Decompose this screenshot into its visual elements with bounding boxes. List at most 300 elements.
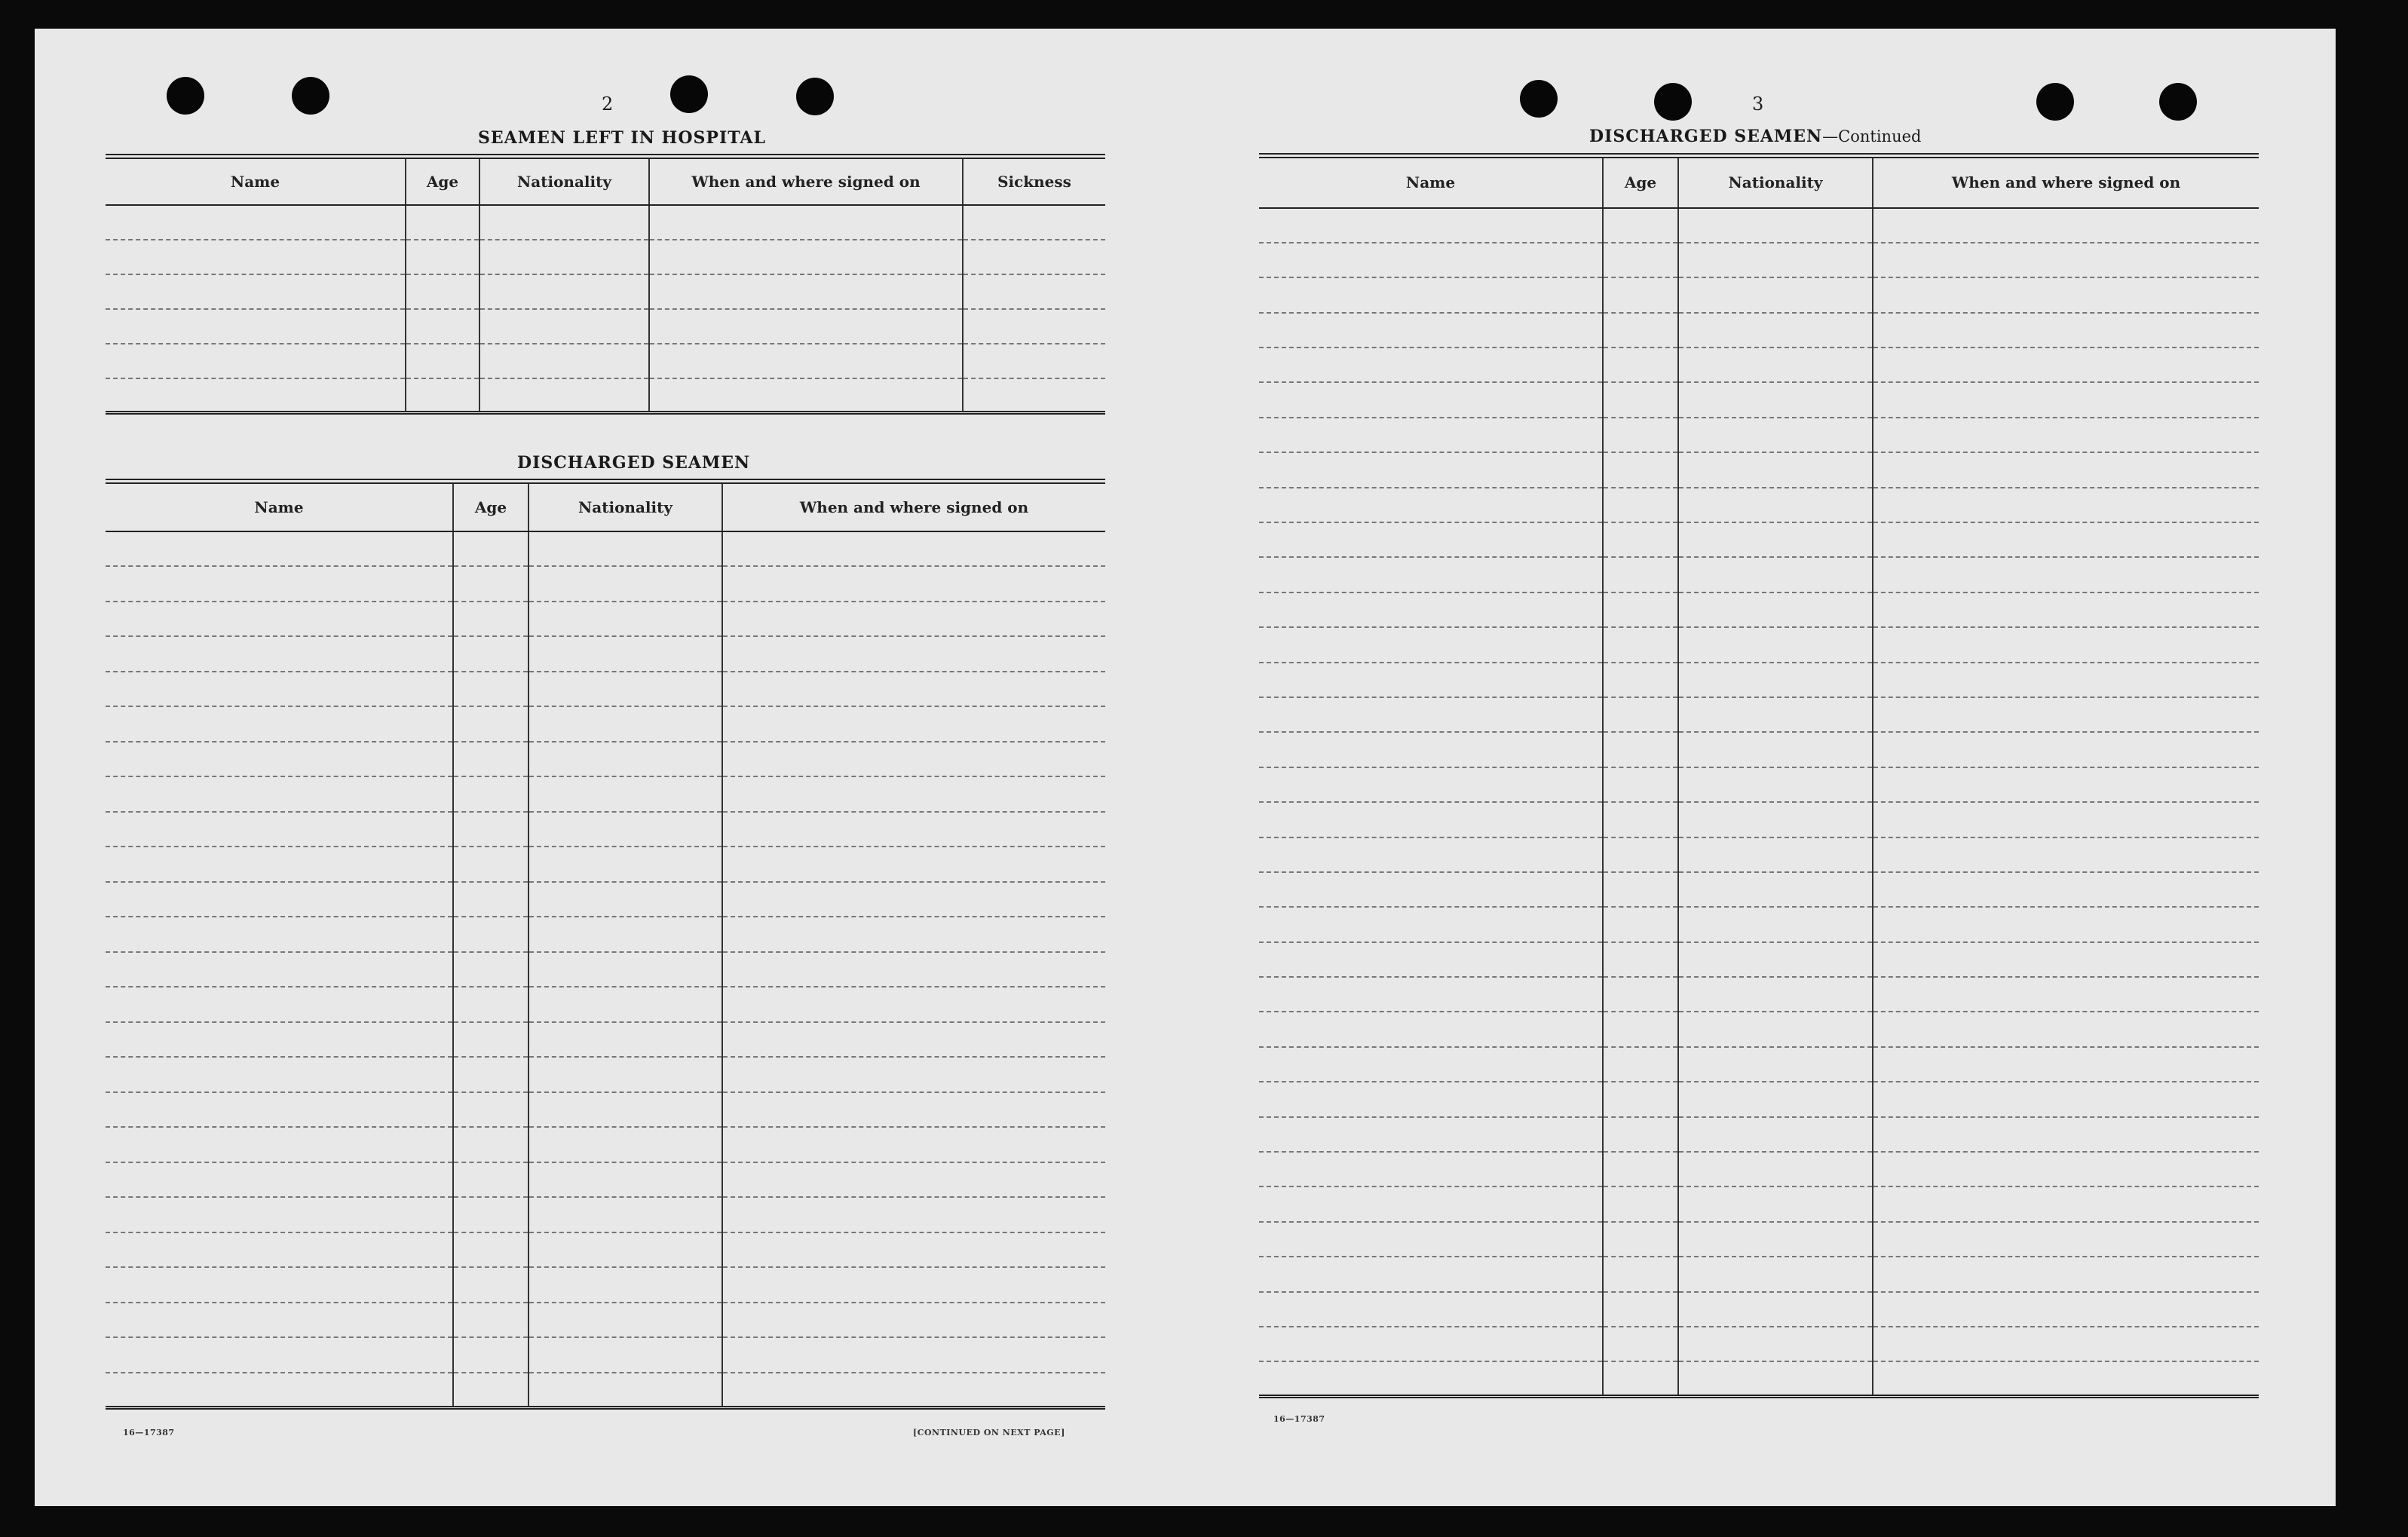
punch-hole bbox=[796, 78, 834, 115]
blank-cell bbox=[1603, 942, 1678, 977]
blank-cell bbox=[1603, 1152, 1678, 1186]
blank-cell bbox=[106, 776, 453, 812]
blank-cell bbox=[963, 205, 1105, 240]
blank-cell bbox=[1873, 1186, 2259, 1221]
blank-cell bbox=[1259, 663, 1603, 697]
table-row bbox=[1259, 1152, 2259, 1186]
blank-cell bbox=[1259, 488, 1603, 522]
blank-cell bbox=[722, 706, 1105, 742]
blank-cell bbox=[1603, 732, 1678, 767]
blank-cell bbox=[963, 274, 1105, 309]
blank-cell bbox=[406, 309, 479, 344]
blank-cell bbox=[1873, 1327, 2259, 1361]
blank-cell bbox=[1678, 592, 1873, 627]
blank-cell bbox=[528, 1092, 722, 1128]
blank-cell bbox=[722, 531, 1105, 567]
blank-cell bbox=[1259, 1327, 1603, 1361]
blank-cell bbox=[1873, 1361, 2259, 1396]
form-number-right: 16—17387 bbox=[1273, 1414, 1325, 1424]
blank-cell bbox=[453, 706, 528, 742]
table-row bbox=[1259, 1257, 2259, 1291]
table-row bbox=[106, 847, 1105, 882]
blank-cell bbox=[722, 1127, 1105, 1162]
blank-cell bbox=[1873, 697, 2259, 732]
blank-cell bbox=[1603, 1117, 1678, 1152]
blank-cell bbox=[1603, 313, 1678, 348]
table-row bbox=[106, 706, 1105, 742]
table-row bbox=[106, 1092, 1105, 1128]
blank-cell bbox=[106, 1092, 453, 1128]
blank-cell bbox=[1678, 907, 1873, 941]
blank-cell bbox=[1873, 802, 2259, 837]
blank-cell bbox=[1603, 1082, 1678, 1116]
punch-hole bbox=[2036, 83, 2074, 121]
blank-cell bbox=[453, 1022, 528, 1058]
blank-cell bbox=[1873, 522, 2259, 557]
blank-cell bbox=[1259, 1257, 1603, 1291]
blank-cell bbox=[1678, 557, 1873, 592]
blank-cell bbox=[1678, 313, 1873, 348]
blank-cell bbox=[1873, 1117, 2259, 1152]
blank-cell bbox=[1678, 243, 1873, 277]
blank-cell bbox=[528, 1267, 722, 1303]
table-row bbox=[1259, 627, 2259, 662]
table-row bbox=[1259, 802, 2259, 837]
table-row bbox=[106, 602, 1105, 637]
blank-cell bbox=[1603, 418, 1678, 452]
blank-cell bbox=[453, 1337, 528, 1373]
column-header-name: Name bbox=[106, 157, 406, 205]
blank-cell bbox=[106, 1267, 453, 1303]
blank-cell bbox=[1678, 1327, 1873, 1361]
page-number-right: 3 bbox=[1752, 93, 1764, 115]
document-sheet bbox=[35, 29, 2336, 1506]
table-row bbox=[1259, 767, 2259, 802]
blank-cell bbox=[1259, 277, 1603, 312]
table-row bbox=[106, 672, 1105, 707]
blank-cell bbox=[722, 1337, 1105, 1373]
blank-cell bbox=[1259, 452, 1603, 487]
blank-cell bbox=[1603, 802, 1678, 837]
blank-cell bbox=[106, 1373, 453, 1408]
blank-cell bbox=[479, 378, 649, 413]
blank-cell bbox=[106, 1197, 453, 1232]
discharged-table-left bbox=[106, 479, 1105, 1410]
blank-cell bbox=[1678, 663, 1873, 697]
blank-cell bbox=[453, 602, 528, 637]
blank-cell bbox=[722, 1022, 1105, 1058]
blank-cell bbox=[406, 274, 479, 309]
table-row bbox=[106, 240, 1105, 274]
blank-cell bbox=[1603, 348, 1678, 382]
blank-cell bbox=[1603, 277, 1678, 312]
table-row bbox=[1259, 1186, 2259, 1221]
table-row bbox=[1259, 557, 2259, 592]
discharged-continued-title-suffix: —Continued bbox=[1822, 127, 1922, 145]
table-row bbox=[106, 566, 1105, 602]
table-row bbox=[1259, 663, 2259, 697]
blank-cell bbox=[1873, 627, 2259, 662]
blank-cell bbox=[106, 309, 406, 344]
blank-cell bbox=[106, 882, 453, 917]
blank-cell bbox=[528, 1373, 722, 1408]
blank-cell bbox=[1603, 1222, 1678, 1257]
table-row bbox=[106, 1303, 1105, 1338]
blank-cell bbox=[453, 1373, 528, 1408]
blank-cell bbox=[1259, 942, 1603, 977]
blank-cell bbox=[1259, 697, 1603, 732]
blank-cell bbox=[1603, 907, 1678, 941]
table-row bbox=[106, 1373, 1105, 1408]
blank-cell bbox=[1259, 837, 1603, 872]
table-row bbox=[106, 1337, 1105, 1373]
blank-cell bbox=[453, 917, 528, 952]
blank-cell bbox=[722, 776, 1105, 812]
column-header-nationality: Nationality bbox=[1678, 156, 1873, 208]
table-row bbox=[1259, 1361, 2259, 1396]
continued-note: [CONTINUED ON NEXT PAGE] bbox=[913, 1428, 1065, 1437]
blank-cell bbox=[106, 344, 406, 378]
discharged-table-right bbox=[1259, 153, 2259, 1398]
table-row bbox=[1259, 942, 2259, 977]
blank-cell bbox=[453, 952, 528, 987]
table-row bbox=[106, 531, 1105, 567]
blank-cell bbox=[453, 1127, 528, 1162]
blank-cell bbox=[722, 1267, 1105, 1303]
blank-cell bbox=[1873, 452, 2259, 487]
blank-cell bbox=[1678, 977, 1873, 1012]
blank-cell bbox=[406, 344, 479, 378]
blank-cell bbox=[649, 378, 963, 413]
blank-cell bbox=[963, 309, 1105, 344]
blank-cell bbox=[1678, 382, 1873, 417]
blank-cell bbox=[1259, 907, 1603, 941]
blank-cell bbox=[1873, 977, 2259, 1012]
blank-cell bbox=[1678, 208, 1873, 243]
table-row bbox=[106, 917, 1105, 952]
blank-cell bbox=[1873, 557, 2259, 592]
blank-cell bbox=[1603, 663, 1678, 697]
table-row bbox=[106, 1057, 1105, 1092]
blank-cell bbox=[106, 602, 453, 637]
table-row bbox=[1259, 452, 2259, 487]
punch-hole bbox=[2159, 83, 2197, 121]
table-row bbox=[106, 1022, 1105, 1058]
blank-cell bbox=[722, 602, 1105, 637]
table-row bbox=[106, 742, 1105, 777]
blank-cell bbox=[528, 742, 722, 777]
blank-cell bbox=[1873, 1012, 2259, 1046]
blank-cell bbox=[453, 776, 528, 812]
blank-cell bbox=[528, 1303, 722, 1338]
blank-cell bbox=[106, 240, 406, 274]
blank-cell bbox=[649, 274, 963, 309]
blank-cell bbox=[453, 1197, 528, 1232]
blank-cell bbox=[722, 847, 1105, 882]
blank-cell bbox=[1603, 977, 1678, 1012]
blank-cell bbox=[1873, 488, 2259, 522]
blank-cell bbox=[722, 1057, 1105, 1092]
table-row bbox=[106, 274, 1105, 309]
blank-cell bbox=[1259, 1152, 1603, 1186]
table-row bbox=[1259, 313, 2259, 348]
blank-cell bbox=[722, 636, 1105, 672]
blank-cell bbox=[722, 1162, 1105, 1198]
table-row bbox=[106, 1197, 1105, 1232]
blank-cell bbox=[1259, 627, 1603, 662]
blank-cell bbox=[1873, 313, 2259, 348]
blank-cell bbox=[406, 378, 479, 413]
blank-cell bbox=[106, 1162, 453, 1198]
blank-cell bbox=[1603, 1292, 1678, 1327]
blank-cell bbox=[453, 847, 528, 882]
blank-cell bbox=[1259, 802, 1603, 837]
blank-cell bbox=[1603, 382, 1678, 417]
table-row bbox=[1259, 697, 2259, 732]
blank-cell bbox=[1259, 1186, 1603, 1221]
blank-cell bbox=[1873, 907, 2259, 941]
blank-cell bbox=[1603, 522, 1678, 557]
column-header-nationality: Nationality bbox=[528, 482, 722, 531]
blank-cell bbox=[1873, 382, 2259, 417]
page-number-left: 2 bbox=[602, 93, 614, 115]
blank-cell bbox=[528, 672, 722, 707]
blank-cell bbox=[106, 566, 453, 602]
blank-cell bbox=[528, 706, 722, 742]
blank-cell bbox=[1873, 1292, 2259, 1327]
blank-cell bbox=[1873, 732, 2259, 767]
blank-cell bbox=[963, 240, 1105, 274]
blank-cell bbox=[1259, 1222, 1603, 1257]
hospital-table bbox=[106, 154, 1105, 415]
blank-cell bbox=[453, 1057, 528, 1092]
blank-cell bbox=[1873, 418, 2259, 452]
blank-cell bbox=[106, 378, 406, 413]
blank-cell bbox=[1678, 1047, 1873, 1082]
table-row bbox=[106, 205, 1105, 240]
blank-cell bbox=[453, 1162, 528, 1198]
column-header-nationality: Nationality bbox=[479, 157, 649, 205]
blank-cell bbox=[528, 917, 722, 952]
blank-cell bbox=[528, 1232, 722, 1268]
blank-cell bbox=[1678, 1186, 1873, 1221]
blank-cell bbox=[722, 952, 1105, 987]
table-row bbox=[1259, 243, 2259, 277]
column-header-age: Age bbox=[1603, 156, 1678, 208]
blank-cell bbox=[1259, 592, 1603, 627]
blank-cell bbox=[453, 1303, 528, 1338]
blank-cell bbox=[1873, 1047, 2259, 1082]
table-row bbox=[1259, 732, 2259, 767]
blank-cell bbox=[528, 1162, 722, 1198]
table-row bbox=[1259, 1082, 2259, 1116]
table-row bbox=[1259, 418, 2259, 452]
blank-cell bbox=[1603, 1327, 1678, 1361]
blank-cell bbox=[1259, 1117, 1603, 1152]
blank-cell bbox=[1873, 1152, 2259, 1186]
blank-cell bbox=[479, 240, 649, 274]
blank-cell bbox=[453, 1267, 528, 1303]
blank-cell bbox=[1603, 488, 1678, 522]
punch-hole bbox=[292, 77, 329, 115]
blank-cell bbox=[722, 566, 1105, 602]
blank-cell bbox=[1259, 348, 1603, 382]
table-row bbox=[106, 1162, 1105, 1198]
blank-cell bbox=[528, 812, 722, 847]
blank-cell bbox=[1603, 208, 1678, 243]
column-header-age: Age bbox=[453, 482, 528, 531]
blank-cell bbox=[1259, 382, 1603, 417]
blank-cell bbox=[722, 1197, 1105, 1232]
table-row bbox=[1259, 277, 2259, 312]
blank-cell bbox=[453, 531, 528, 567]
discharged-continued-title-main: DISCHARGED SEAMEN bbox=[1589, 127, 1823, 146]
blank-cell bbox=[1678, 872, 1873, 907]
table-row bbox=[1259, 1117, 2259, 1152]
table-row bbox=[106, 1127, 1105, 1162]
table-row bbox=[106, 952, 1105, 987]
blank-cell bbox=[1259, 1082, 1603, 1116]
column-header-age: Age bbox=[406, 157, 479, 205]
blank-cell bbox=[1678, 1152, 1873, 1186]
table-row bbox=[106, 378, 1105, 413]
blank-cell bbox=[106, 274, 406, 309]
blank-cell bbox=[1678, 697, 1873, 732]
blank-cell bbox=[1603, 1257, 1678, 1291]
blank-cell bbox=[1678, 732, 1873, 767]
blank-cell bbox=[1678, 627, 1873, 662]
table-row bbox=[1259, 907, 2259, 941]
blank-cell bbox=[1259, 1012, 1603, 1046]
blank-cell bbox=[1873, 767, 2259, 802]
table-row bbox=[106, 1267, 1105, 1303]
blank-cell bbox=[649, 240, 963, 274]
blank-cell bbox=[1259, 522, 1603, 557]
blank-cell bbox=[722, 1373, 1105, 1408]
table-row bbox=[1259, 1292, 2259, 1327]
column-header-sickness: Sickness bbox=[963, 157, 1105, 205]
blank-cell bbox=[453, 882, 528, 917]
blank-cell bbox=[1678, 837, 1873, 872]
blank-cell bbox=[1873, 348, 2259, 382]
blank-cell bbox=[1603, 1186, 1678, 1221]
column-header-name: Name bbox=[1259, 156, 1603, 208]
blank-cell bbox=[1678, 488, 1873, 522]
blank-cell bbox=[1873, 942, 2259, 977]
table-row bbox=[106, 344, 1105, 378]
blank-cell bbox=[722, 987, 1105, 1022]
blank-cell bbox=[453, 987, 528, 1022]
blank-cell bbox=[528, 847, 722, 882]
blank-cell bbox=[106, 1232, 453, 1268]
table-row bbox=[1259, 872, 2259, 907]
blank-cell bbox=[106, 205, 406, 240]
blank-cell bbox=[1259, 1047, 1603, 1082]
blank-cell bbox=[1678, 522, 1873, 557]
blank-cell bbox=[649, 205, 963, 240]
blank-cell bbox=[1873, 837, 2259, 872]
blank-cell bbox=[528, 1127, 722, 1162]
punch-hole bbox=[1520, 80, 1558, 118]
blank-cell bbox=[1603, 1361, 1678, 1396]
blank-cell bbox=[406, 240, 479, 274]
blank-cell bbox=[453, 742, 528, 777]
blank-cell bbox=[528, 776, 722, 812]
blank-cell bbox=[963, 344, 1105, 378]
blank-cell bbox=[528, 566, 722, 602]
blank-cell bbox=[106, 952, 453, 987]
table-row bbox=[106, 1232, 1105, 1268]
table-row bbox=[106, 636, 1105, 672]
punch-hole bbox=[1654, 83, 1692, 121]
blank-cell bbox=[528, 1022, 722, 1058]
blank-cell bbox=[453, 636, 528, 672]
blank-cell bbox=[1678, 767, 1873, 802]
blank-cell bbox=[722, 1232, 1105, 1268]
blank-cell bbox=[1259, 208, 1603, 243]
blank-cell bbox=[1259, 1292, 1603, 1327]
punch-hole bbox=[670, 75, 708, 113]
blank-cell bbox=[1678, 802, 1873, 837]
table-row bbox=[1259, 1222, 2259, 1257]
blank-cell bbox=[106, 1022, 453, 1058]
blank-cell bbox=[106, 987, 453, 1022]
blank-cell bbox=[1678, 418, 1873, 452]
blank-cell bbox=[722, 1092, 1105, 1128]
table-row bbox=[1259, 522, 2259, 557]
blank-cell bbox=[528, 531, 722, 567]
discharged-section-title: DISCHARGED SEAMEN bbox=[517, 453, 751, 473]
blank-cell bbox=[1678, 452, 1873, 487]
blank-cell bbox=[106, 1303, 453, 1338]
blank-cell bbox=[1603, 767, 1678, 802]
blank-cell bbox=[1259, 557, 1603, 592]
blank-cell bbox=[528, 1057, 722, 1092]
blank-cell bbox=[1678, 1012, 1873, 1046]
blank-cell bbox=[479, 344, 649, 378]
blank-cell bbox=[1259, 1361, 1603, 1396]
column-header-signed-on: When and where signed on bbox=[722, 482, 1105, 531]
table-row bbox=[1259, 348, 2259, 382]
blank-cell bbox=[406, 205, 479, 240]
blank-cell bbox=[1603, 452, 1678, 487]
table-row bbox=[1259, 1327, 2259, 1361]
blank-cell bbox=[1873, 208, 2259, 243]
blank-cell bbox=[1603, 557, 1678, 592]
blank-cell bbox=[528, 952, 722, 987]
blank-cell bbox=[106, 1337, 453, 1373]
blank-cell bbox=[1259, 313, 1603, 348]
blank-cell bbox=[106, 706, 453, 742]
blank-cell bbox=[479, 309, 649, 344]
table-row bbox=[106, 987, 1105, 1022]
blank-cell bbox=[106, 847, 453, 882]
blank-cell bbox=[528, 1337, 722, 1373]
blank-cell bbox=[1603, 243, 1678, 277]
blank-cell bbox=[1873, 872, 2259, 907]
blank-cell bbox=[453, 566, 528, 602]
blank-cell bbox=[1259, 418, 1603, 452]
table-row bbox=[1259, 977, 2259, 1012]
blank-cell bbox=[1873, 1082, 2259, 1116]
blank-cell bbox=[1873, 1257, 2259, 1291]
blank-cell bbox=[1678, 1361, 1873, 1396]
blank-cell bbox=[722, 882, 1105, 917]
column-header-signed-on: When and where signed on bbox=[1873, 156, 2259, 208]
blank-cell bbox=[106, 636, 453, 672]
punch-hole bbox=[167, 77, 204, 115]
blank-cell bbox=[106, 917, 453, 952]
